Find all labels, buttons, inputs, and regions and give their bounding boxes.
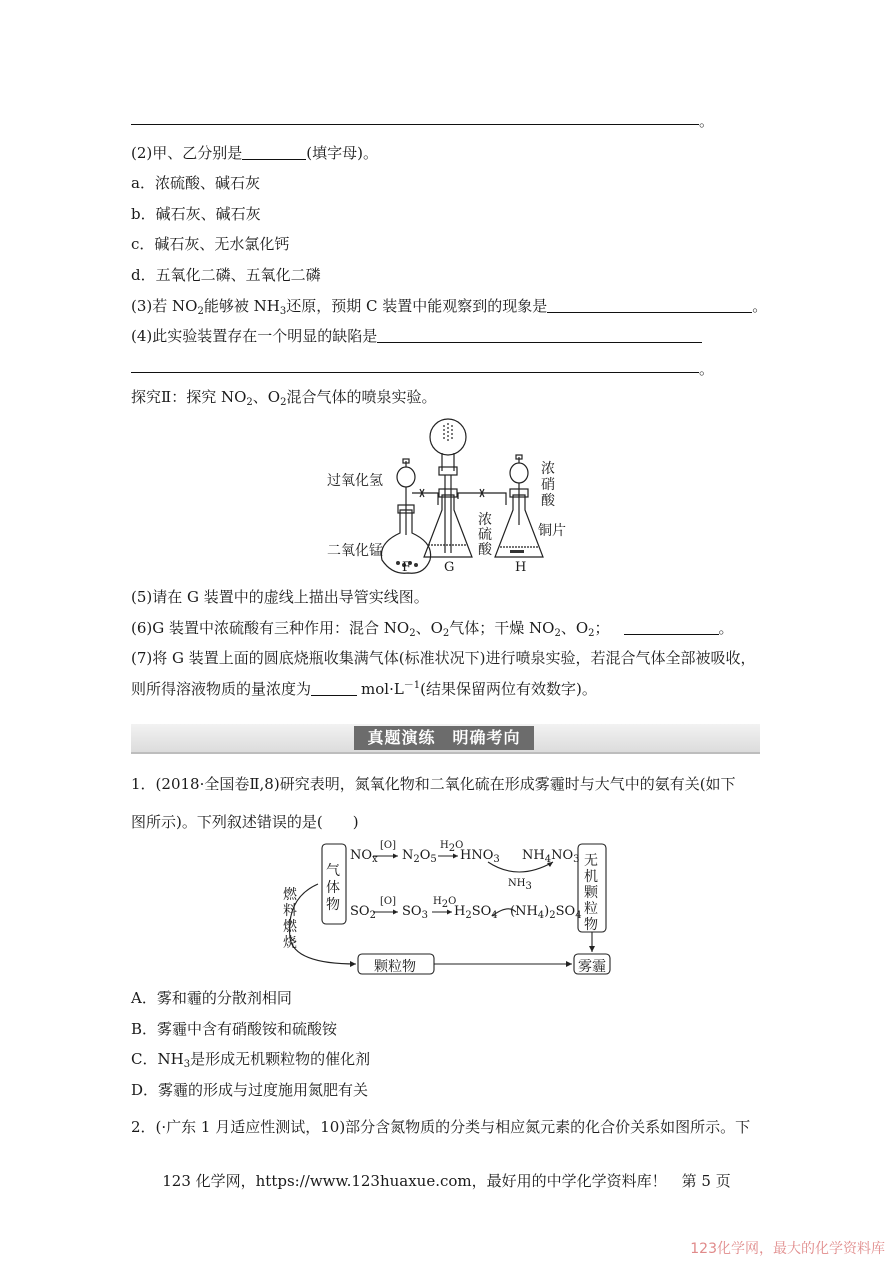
formula-sub: 2 [413,854,420,865]
fuel-label-4: 烧 [283,935,297,951]
fuel-label-2: 料 [283,903,297,919]
formula-part: H [454,904,466,919]
label-conc-h2so4-1: 浓 [478,512,492,528]
choice-c-sub: 3 [183,1059,191,1070]
choice-a: A．雾和霾的分散剂相同 [131,989,292,1007]
option-a: a．浓硫酸、碱石灰 [131,174,260,192]
explore-2-heading [131,386,436,407]
q6-sub2: 2 [442,628,450,639]
explore-text-b: 、O [252,388,281,406]
label-conc-hno3-2: 硝 [541,477,555,493]
formula-nh4no3 [522,848,580,863]
q3-text-a: (3)若 NO [131,297,198,315]
label-conc-h2so4-2: 硫 [478,527,492,543]
formula-sub: 2 [549,910,556,921]
formula-part: NH [508,878,526,889]
formula-part: SO [471,904,492,919]
formula-sub: 3 [573,854,580,865]
inorganic-label-1: 无 [584,853,598,869]
reagent-o-1: [O] [380,840,397,851]
formula-part: HNO [460,848,494,863]
q7-unit-sup: －1 [403,680,421,691]
answer-line[interactable] [131,372,699,373]
problem-1-line-1: 1．(2018·全国卷Ⅱ,8)研究表明，氮氧化物和二氧化硫在形成雾霾时与大气中的氨有关(如下 [131,775,736,793]
reagent-o-2: [O] [380,896,397,907]
formula-h2so4 [454,904,498,919]
explore-sub1: 2 [246,397,253,408]
option-d: d．五氧化二磷、五氧化二磷 [131,266,321,284]
page-footer: 123 化学网，https://www.123huaxue.com，最好用的中学化学资料库！ 第 5 页 [162,1172,731,1190]
formula-nh3 [508,878,532,892]
option-b: b．碱石灰、碱石灰 [131,205,261,223]
formula-sub: 3 [525,881,532,892]
formula-part: NO [350,848,373,863]
label-h2o2: 过氧化氢 [327,473,383,489]
q6-text-c: 气体；干燥 NO [449,619,555,637]
q7-text-a: 则所得溶液物质的量浓度为 [131,680,312,698]
formula-sub: 3 [421,910,428,921]
formula-sub: 2 [448,843,456,854]
gas-label-3: 物 [326,897,340,913]
formula-sub: 2 [465,910,472,921]
formula-part: O [455,840,464,851]
q6-text-d: 、O [560,619,589,637]
label-mno2: 二氧化锰 [327,543,383,559]
problem-2: 2．(·广东 1 月适应性测试，10)部分含氮物质的分类与相应氮元素的化合价关系如图所示。下 [131,1118,751,1136]
formula-sub: 5 [430,854,437,865]
question-3 [131,295,767,316]
q3-text-b: 能够被 NH [203,297,280,315]
reagent-h2o-2 [433,896,457,910]
choice-d: D．雾霾的形成与过度施用氮肥有关 [131,1081,369,1099]
choice-c-text-b: 是形成无机颗粒物的催化剂 [190,1050,371,1068]
period: 。 [699,112,715,130]
question-2-text: (2)甲、乙分别是 [131,144,243,162]
q4-text: (4)此实验装置存在一个明显的缺陷是 [131,327,378,345]
fuel-label-1: 燃 [283,887,297,903]
formula-part: SO [350,904,370,919]
label-flask-h: H [515,560,527,575]
option-c: c．碱石灰、无水氯化钙 [131,235,290,253]
section-title: 真题演练 明确考向 [354,726,534,750]
formula-sub: 4 [575,910,582,921]
question-7-line-2 [131,678,597,699]
label-flask-g: G [444,560,455,575]
answer-blank[interactable] [547,298,752,313]
formula-part: SO [555,904,576,919]
formula-part: ) [544,904,550,919]
q3-end: 。 [752,297,768,315]
particles-label: 颗粒物 [374,959,416,975]
q6-sub3: 2 [554,628,561,639]
question-6 [131,617,734,638]
fuel-label-3: 燃 [283,919,297,935]
formula-sub: x [372,854,378,865]
formula-part: N [402,848,414,863]
formula-sub: 2 [369,910,376,921]
inorganic-label-2: 机 [584,869,598,885]
question-4 [131,325,702,346]
period: 。 [699,360,715,378]
q6-text-a: (6)G 装置中浓硫酸有三种作用：混合 NO [131,619,410,637]
formula-n2o5 [402,848,437,863]
section-header-bar [131,724,760,754]
question-7-line-1: (7)将 G 装置上面的圆底烧瓶收集满气体(标准状况下)进行喷泉实验，若混合气体全部被吸收， [131,649,756,667]
q6-text-b: 、O [415,619,443,637]
formula-part: O [448,896,457,907]
label-flask-f: F [402,560,412,575]
formula-sub: 2 [441,899,449,910]
label-conc-h2so4-3: 酸 [478,542,492,558]
formula-part: NO [551,848,574,863]
explore-sub2: 2 [280,397,287,408]
watermark: 123化学网，最大的化学资料库 [690,1241,885,1257]
explore-text-c: 混合气体的喷泉实验。 [286,388,437,406]
formula-part: NH [522,848,545,863]
formula-nh42so4 [510,904,582,919]
inorganic-label-4: 粒 [584,901,598,917]
formula-so2 [350,904,376,919]
formula-part: H [433,896,442,907]
inorganic-label-3: 颗 [584,885,598,901]
label-conc-hno3-3: 酸 [541,493,555,509]
inorganic-label-5: 物 [584,917,598,933]
flask-g [424,495,472,557]
q7-text-b: (结果保留两位有效数字)。 [420,680,597,698]
explore-text-a: 探究Ⅱ：探究 NO [131,388,247,406]
q3-text-c: 还原，预期 C 装置中能观察到的现象是 [286,297,548,315]
gas-label-2: 体 [326,880,340,896]
question-2 [131,142,378,163]
q6-text-e: ； [594,619,610,637]
q6-sub1: 2 [409,628,416,639]
formula-part: (NH [510,904,538,919]
formula-sub: 4 [491,910,498,921]
formula-so3 [402,904,428,919]
formula-part: H [440,840,449,851]
q6-sub4: 2 [588,628,595,639]
formula-part: O [419,848,431,863]
gas-label-1: 气 [326,863,340,879]
formula-nox [350,848,378,863]
answer-blank[interactable] [377,328,702,343]
choice-b: B．雾霾中含有硝酸铵和硫酸铵 [131,1020,338,1038]
q6-end: 。 [718,619,734,637]
q3-sub1: 2 [197,306,204,317]
problem-1-line-2: 图所示)。下列叙述错误的是( ) [131,813,359,831]
question-2-suffix: (填字母)。 [306,144,378,162]
choice-c [131,1048,370,1069]
q3-sub2: 3 [279,306,287,317]
choice-c-text-a: C．NH [131,1050,184,1068]
answer-blank[interactable] [311,681,357,696]
formula-part: SO [402,904,422,919]
formula-hno3 [460,848,500,863]
answer-line [131,124,699,125]
formula-sub: 4 [544,854,552,865]
haze-label: 雾霾 [578,959,606,975]
label-conc-hno3-1: 浓 [541,461,555,477]
answer-blank[interactable] [242,145,306,160]
formula-sub: 3 [493,854,500,865]
question-5: (5)请在 G 装置中的虚线上描出导管实线图。 [131,588,429,606]
q7-unit: mol·L [361,680,404,698]
formula-sub: 4 [537,910,545,921]
answer-blank[interactable] [624,620,719,635]
label-copper: 铜片 [538,523,566,539]
